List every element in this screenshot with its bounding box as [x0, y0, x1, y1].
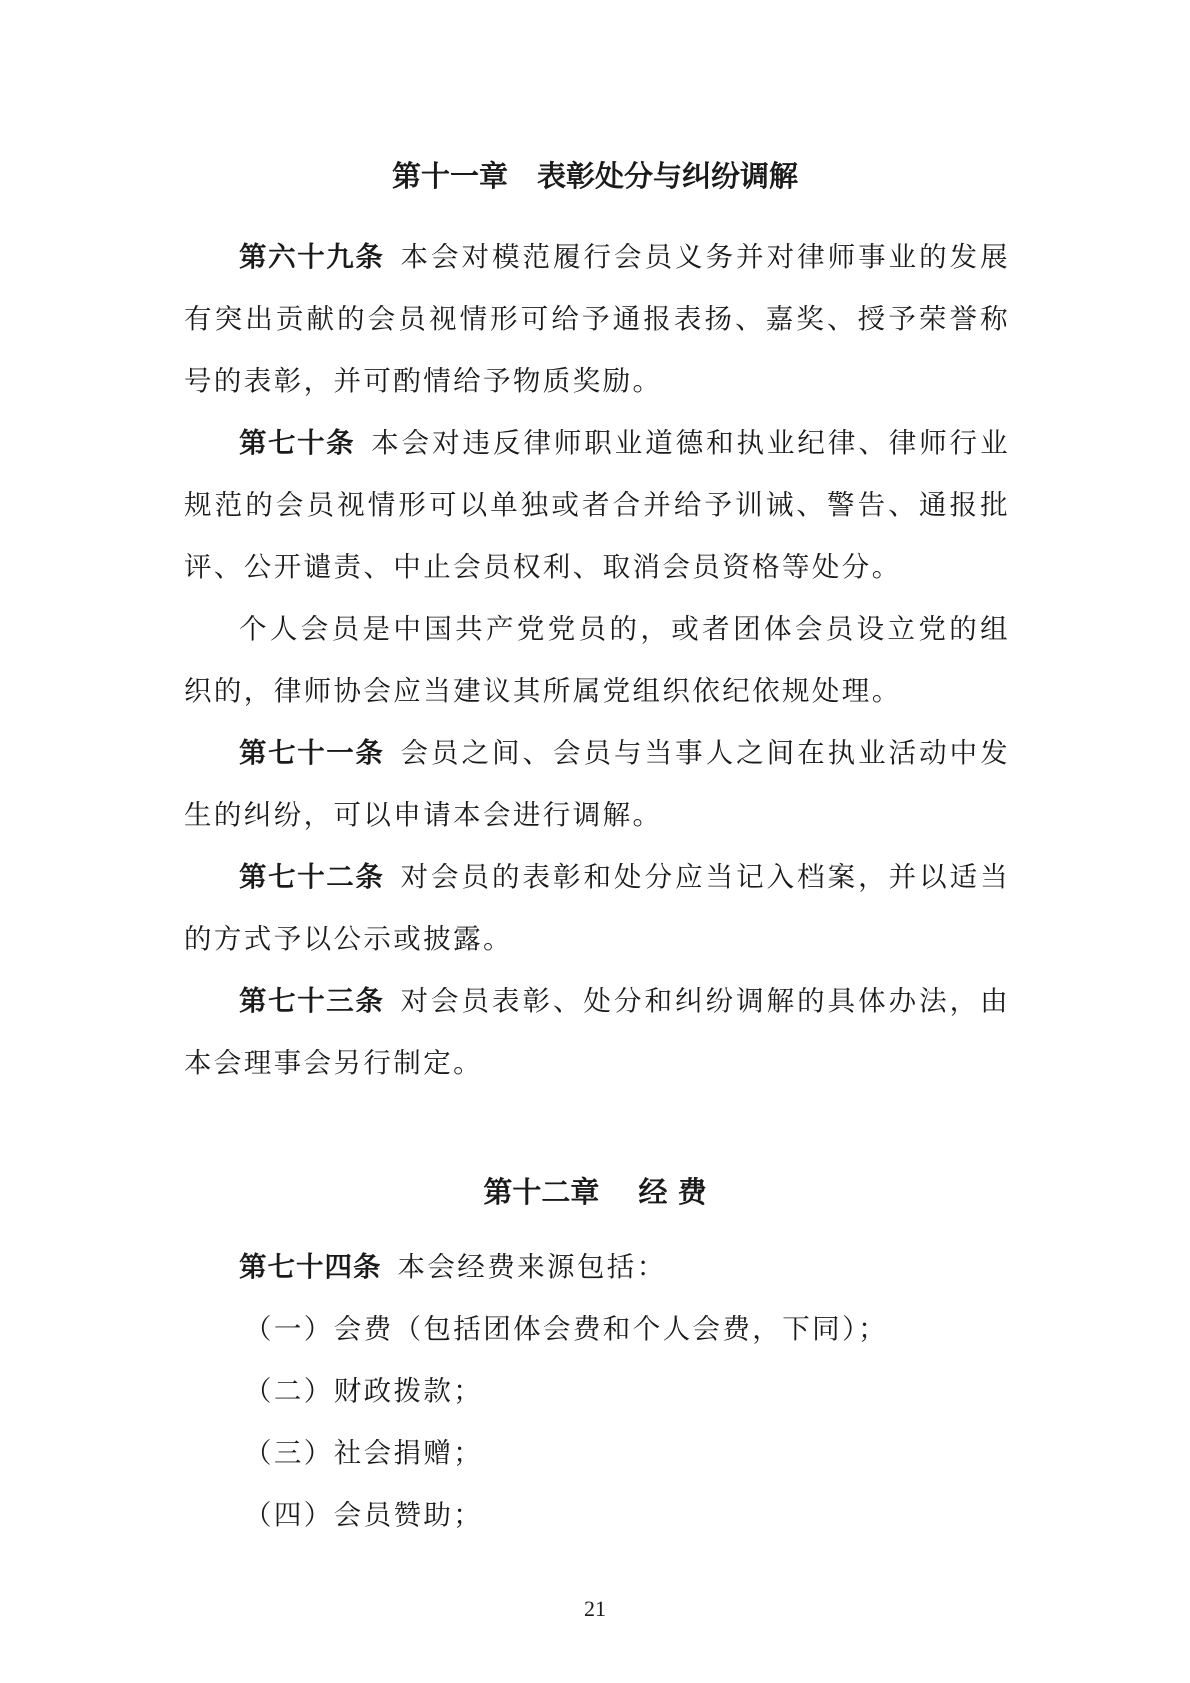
funding-source-item: （一）会费（包括团体会费和个人会费，下同）；: [244, 1313, 889, 1345]
article-74: [184, 1236, 1010, 1298]
article-72-label: 第七十二条: [239, 861, 385, 893]
article-69: [184, 226, 1010, 412]
funding-source-item: （二）财政拨款；: [244, 1375, 484, 1407]
article-73-label: 第七十三条: [239, 985, 385, 1017]
article-70: [184, 412, 1010, 598]
article-71-label: 第七十一条: [239, 737, 385, 769]
article-71: [184, 722, 1010, 846]
page-number: 21: [584, 1596, 606, 1621]
funding-source-item: （三）社会捐赠；: [244, 1437, 484, 1469]
article-74-text: 本会经费来源包括：: [397, 1251, 667, 1283]
article-70-text: 本会对违反律师职业道德和执业纪律、律师行业规范的会员视情形可以单独或者合并给予训诫、警告、通报批评、公开谴责、中止会员权利、取消会员资格等处分。: [184, 427, 1010, 583]
article-72-text: 对会员的表彰和处分应当记入档案，并以适当的方式予以公示或披露。: [184, 861, 1011, 955]
article-69-label: 第六十九条: [239, 241, 385, 273]
chapter-11-title: 第十一章 表彰处分与纠纷调解: [391, 159, 798, 193]
funding-source-item: （四）会员赞助；: [244, 1499, 484, 1531]
chapter-12-title: 第十二章 经 费: [483, 1175, 707, 1209]
article-71-text: 会员之间、会员与当事人之间在执业活动中发生的纠纷，可以申请本会进行调解。: [184, 737, 1011, 831]
article-69-text: 本会对模范履行会员义务并对律师事业的发展有突出贡献的会员视情形可给予通报表扬、嘉奖、授予荣誉称号的表彰，并可酌情给予物质奖励。: [184, 241, 1011, 397]
article-74-label: 第七十四条: [239, 1251, 382, 1283]
article-73: [184, 970, 1010, 1094]
article-70-label: 第七十条: [239, 427, 356, 459]
article-73-text: 对会员表彰、处分和纠纷调解的具体办法，由本会理事会另行制定。: [184, 985, 1011, 1079]
article-70-paragraph-2: 个人会员是中国共产党党员的，或者团体会员设立党的组织的，律师协会应当建议其所属党组织依纪依规处理。: [184, 613, 1010, 707]
article-72: [184, 846, 1010, 970]
